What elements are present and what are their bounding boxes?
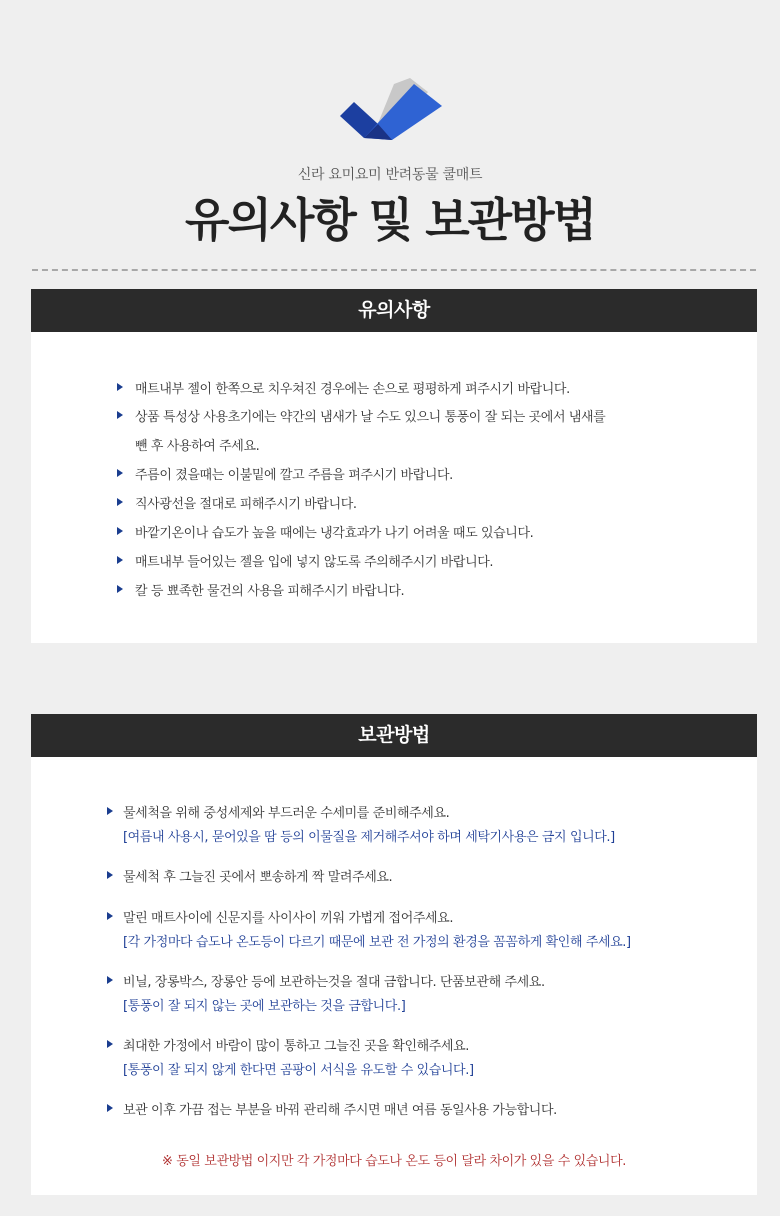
precaution-item: 바깥기온이나 습도가 높을 때에는 냉각효과가 나기 어려울 때도 있습니다. (135, 526, 534, 541)
storage-footer-note: ※ 동일 보관방법 이지만 각 가정마다 습도나 온도 등이 달라 차이가 있을 수 있습니다. (162, 1154, 626, 1169)
bullet-icon (107, 871, 113, 879)
bullet-icon (117, 411, 123, 419)
precaution-item-continued: 뺀 후 사용하여 주세요. (135, 439, 260, 454)
storage-body (31, 757, 757, 1195)
precaution-item: 매트내부 들어있는 젤을 입에 넣지 않도록 주의해주시기 바랍니다. (135, 555, 494, 570)
precautions-body (31, 332, 757, 643)
precaution-item: 매트내부 젤이 한쪽으로 치우쳐진 경우에는 손으로 평평하게 펴주시기 바랍니다. (135, 382, 570, 397)
storage-item: 물세척을 위해 중성세제와 부드러운 수세미를 준비해주세요. (123, 806, 450, 821)
precaution-item: 상품 특성상 사용초기에는 약간의 냄새가 날 수도 있으니 통풍이 잘 되는 곳에서 냄새를 (135, 410, 606, 425)
bullet-icon (107, 807, 113, 815)
storage-item: 말린 매트사이에 신문지를 사이사이 끼워 가볍게 접어주세요. (123, 911, 454, 926)
precaution-item: 직사광선을 절대로 피해주시기 바랍니다. (135, 497, 357, 512)
bullet-icon (117, 498, 123, 506)
bullet-icon (107, 1040, 113, 1048)
bullet-icon (117, 383, 123, 391)
bullet-icon (107, 1104, 113, 1112)
storage-header: 보관방법 (31, 714, 757, 757)
storage-item: 보관 이후 가끔 접는 부분을 바꿔 관리해 주시면 매년 여름 동일사용 가능합니다. (123, 1103, 557, 1118)
storage-item-note: [각 가정마다 습도나 온도등이 다르기 때문에 보관 전 가정의 환경을 꼼꼼하게 확인해 주세요.] (123, 935, 631, 950)
page-title: 유의사항 및 보관방법 (185, 193, 595, 247)
bullet-icon (117, 469, 123, 477)
bullet-icon (117, 585, 123, 593)
storage-item: 최대한 가정에서 바람이 많이 통하고 그늘진 곳을 확인해주세요. (123, 1039, 469, 1054)
storage-item: 물세척 후 그늘진 곳에서 뽀송하게 짝 말려주세요. (123, 870, 393, 885)
storage-item-note: [통풍이 잘 되지 않는 곳에 보관하는 것을 금합니다.] (123, 999, 406, 1014)
storage-item-note: [여름내 사용시, 묻어있을 땀 등의 이물질을 제거해주셔야 하며 세탁기사용은 금지 입니다.] (123, 830, 615, 845)
bullet-icon (117, 556, 123, 564)
precautions-header: 유의사항 (31, 289, 757, 332)
bullet-icon (107, 976, 113, 984)
bullet-icon (107, 912, 113, 920)
precaution-item: 주름이 졌을때는 이불밑에 깔고 주름을 펴주시기 바랍니다. (135, 468, 453, 483)
dashed-divider (32, 269, 756, 271)
check-logo-icon (336, 78, 446, 146)
storage-item-note: [통풍이 잘 되지 않게 한다면 곰팡이 서식을 유도할 수 있습니다.] (123, 1063, 474, 1078)
storage-item: 비닐, 장롱박스, 장롱안 등에 보관하는것을 절대 금합니다. 단품보관해 주세요. (123, 975, 545, 990)
precaution-item: 칼 등 뾰족한 물건의 사용을 피해주시기 바랍니다. (135, 584, 405, 599)
product-subtitle: 신라 요미요미 반려동물 쿨매트 (297, 167, 483, 183)
bullet-icon (117, 527, 123, 535)
